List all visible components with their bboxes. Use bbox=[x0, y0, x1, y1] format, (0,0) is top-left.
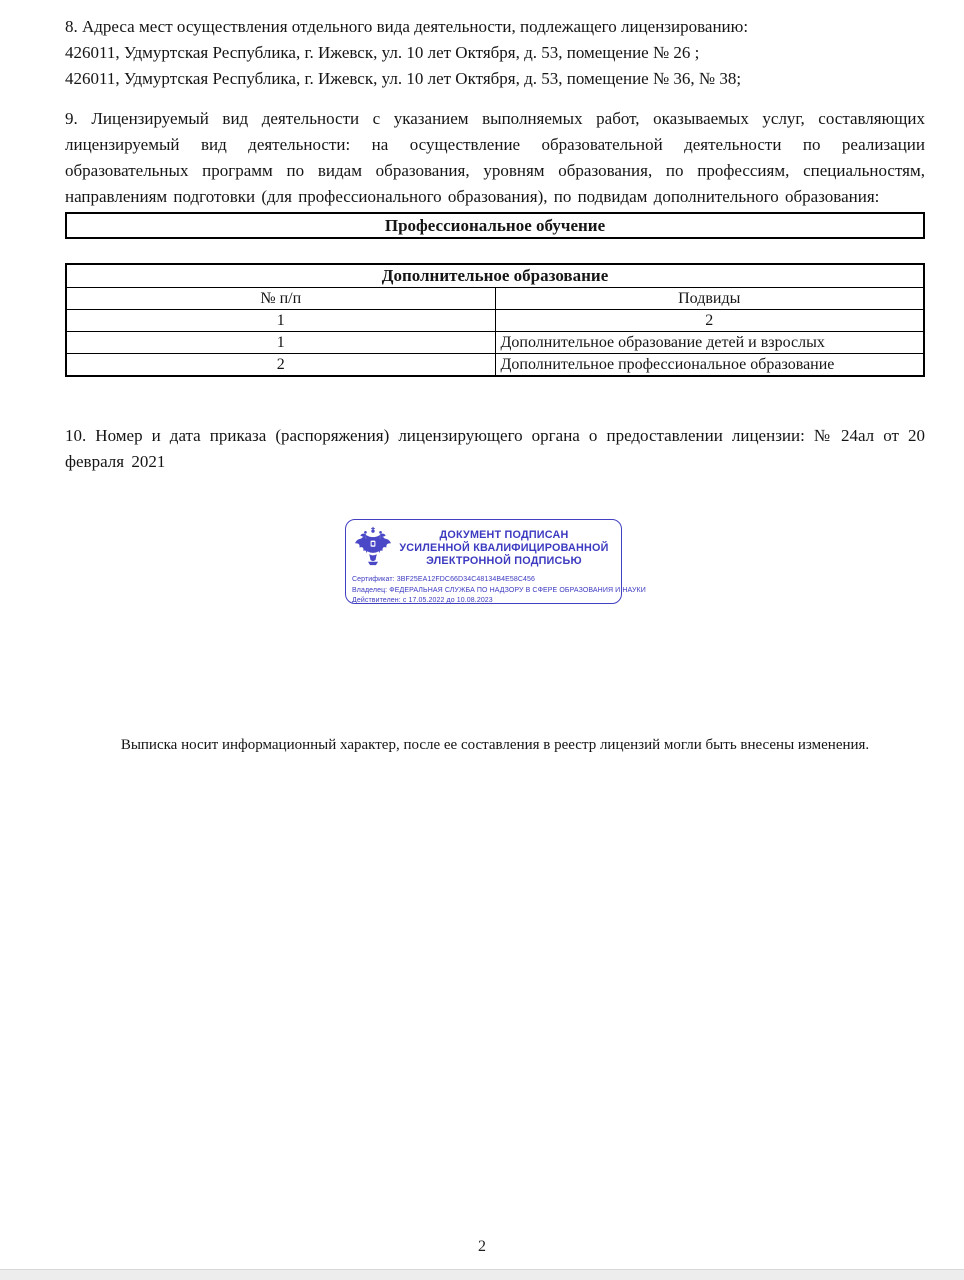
professional-training-title: Профессиональное обучение bbox=[66, 213, 924, 238]
column-number-1: 1 bbox=[66, 310, 495, 332]
column-number-row bbox=[66, 310, 924, 332]
section-9-text: 9. Лицензируемый вид деятельности с указанием выполняемых работ, оказываемых услуг, составляющих лицензируемый вид деятельности: на осуществление образовательной деятельности по реализации образовательных программ по видам образования, уровням образования, по профессиям, специальностям, направлениям подготовки (для профессионального образования), по подвидам дополнительного образования: bbox=[65, 109, 925, 206]
double-headed-eagle-icon bbox=[352, 525, 394, 572]
row-num: 1 bbox=[66, 332, 495, 354]
table-title-row bbox=[66, 264, 924, 288]
owner-label: Владелец: bbox=[352, 586, 388, 594]
footer-note: Выписка носит информационный характер, после ее составления в реестр лицензий могли быть внесены изменения. bbox=[120, 737, 870, 753]
page-number: 2 bbox=[478, 1238, 486, 1255]
validity-line bbox=[352, 596, 614, 607]
validity-value: с 17.05.2022 до 10.08.2023 bbox=[402, 597, 493, 604]
stamp-header bbox=[352, 525, 614, 572]
row-subtype: Дополнительное профессиональное образование bbox=[495, 354, 924, 377]
stamp-details bbox=[352, 575, 646, 607]
table-row bbox=[66, 332, 924, 354]
address-line-1: 426011, Удмуртская Республика, г. Ижевск, ул. 10 лет Октября, д. 53, помещение № 26 ; bbox=[65, 43, 700, 62]
address-line-2: 426011, Удмуртская Республика, г. Ижевск, ул. 10 лет Октября, д. 53, помещение № 36, № 38; bbox=[65, 69, 742, 88]
certificate-line bbox=[352, 575, 614, 586]
owner-value: ФЕДЕРАЛЬНАЯ СЛУЖБА ПО НАДЗОРУ В СФЕРЕ ОБРАЗОВАНИЯ И НАУКИ bbox=[389, 586, 646, 594]
certificate-value: 3BF25EA12FDC66D34C48134B4E58C456 bbox=[396, 576, 535, 583]
page-bottom-edge bbox=[0, 1269, 964, 1280]
column-header-num: № п/п bbox=[66, 288, 495, 310]
additional-education-table bbox=[65, 263, 925, 377]
column-number-2: 2 bbox=[495, 310, 924, 332]
row-num: 2 bbox=[66, 354, 495, 377]
column-header-subtypes: Подвиды bbox=[495, 288, 924, 310]
certificate-label: Сертификат: bbox=[352, 576, 395, 583]
stamp-title-line: ДОКУМЕНТ ПОДПИСАН bbox=[439, 529, 569, 541]
professional-training-table bbox=[65, 212, 925, 239]
stamp-title-line: ЭЛЕКТРОННОЙ ПОДПИСЬЮ bbox=[426, 555, 582, 567]
section-8 bbox=[65, 14, 925, 92]
digital-signature-stamp bbox=[345, 519, 646, 604]
table-row bbox=[66, 354, 924, 377]
additional-education-title: Дополнительное образование bbox=[66, 264, 924, 288]
validity-label: Действителен: bbox=[352, 597, 401, 604]
owner-line bbox=[352, 586, 646, 597]
table-header-row bbox=[66, 288, 924, 310]
stamp-title-line: УСИЛЕННОЙ КВАЛИФИЦИРОВАННОЙ bbox=[399, 542, 609, 554]
section-10-text: 10. Номер и дата приказа (распоряжения) лицензирующего органа о предоставлении лицензии: № 24ал от 20 февраля 2021 bbox=[65, 426, 925, 471]
section-8-heading: 8. Адреса мест осуществления отдельного вида деятельности, подлежащего лицензированию: bbox=[65, 17, 749, 36]
row-subtype: Дополнительное образование детей и взрослых bbox=[495, 332, 924, 354]
table-row bbox=[66, 213, 924, 238]
stamp-title bbox=[394, 529, 614, 568]
